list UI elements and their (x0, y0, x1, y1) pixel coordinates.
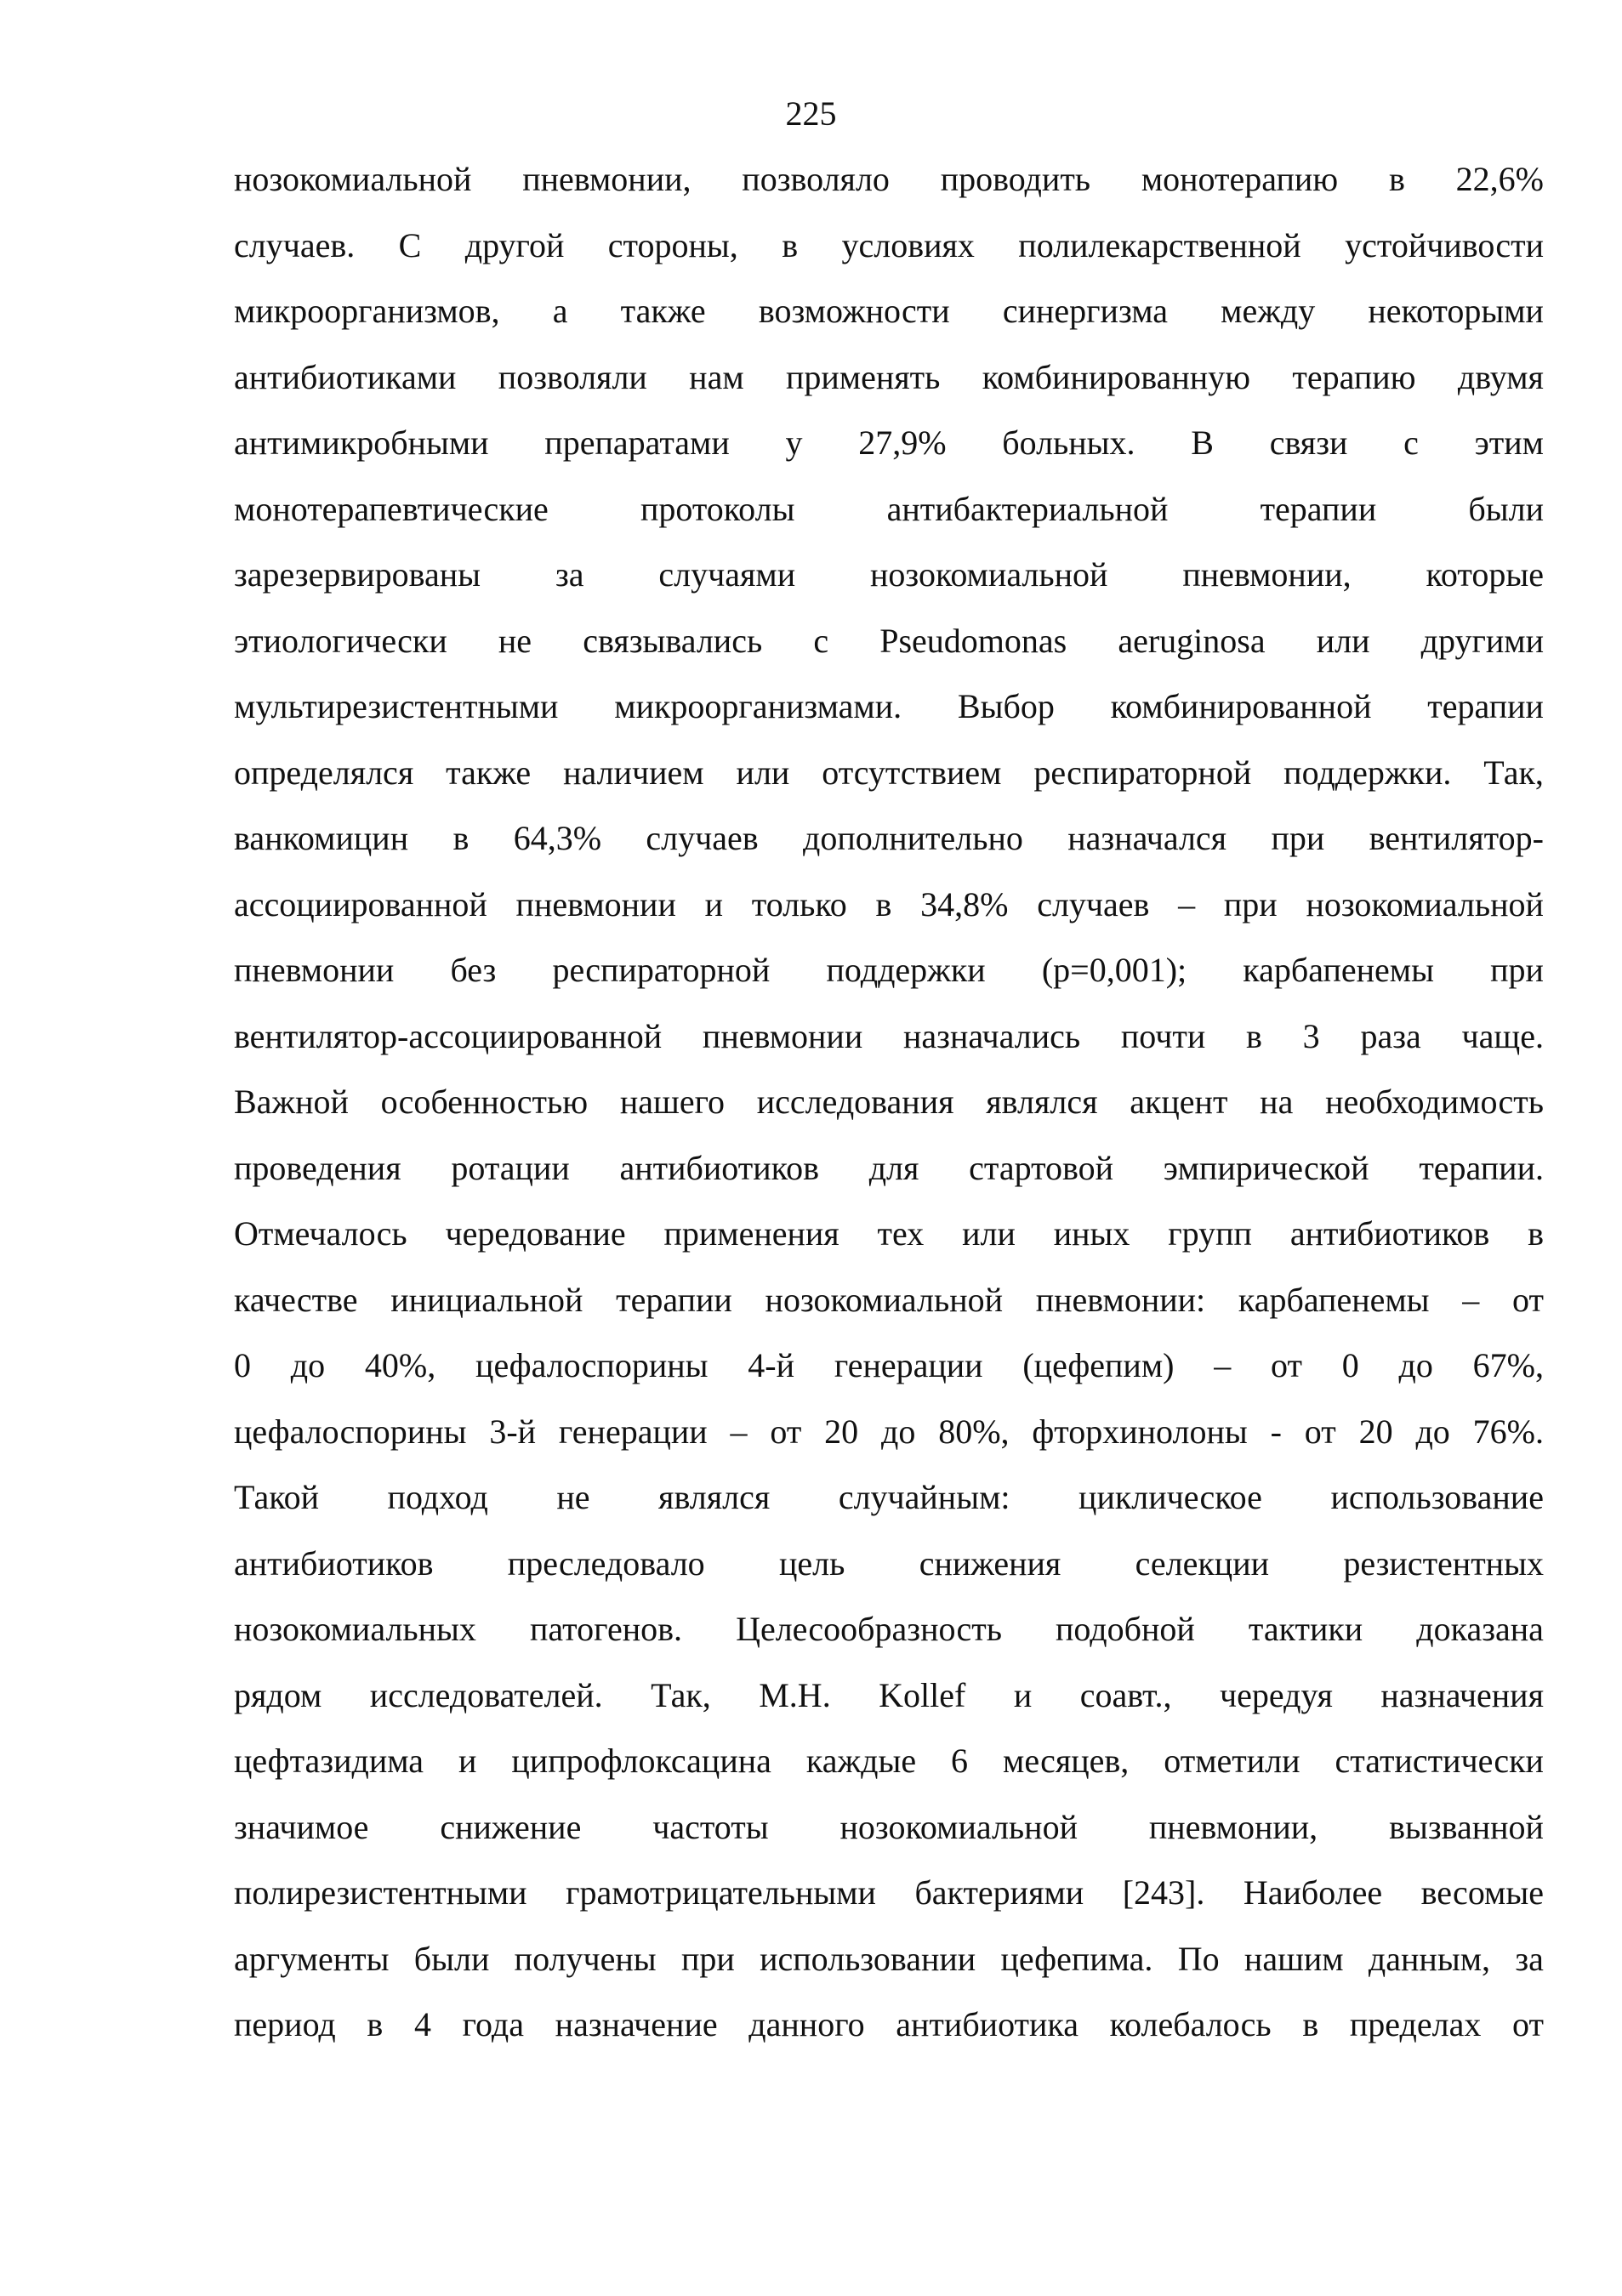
text-line: ванкомицин в 64,3% случаев дополнительно назначался при вентилятор- (234, 819, 1544, 857)
text-line: нозокомиальной пневмонии, позволяло проводить монотерапию в 22,6% (234, 160, 1544, 198)
text-line: этиологически не связывались с Pseudomonas aeruginosa или другими (234, 621, 1544, 660)
text-line: аргументы были получены при использовании цефепима. По нашим данным, за (234, 1939, 1544, 1978)
text-line: 0 до 40%, цефалоспорины 4-й генерации (цефепим) – от 0 до 67%, (234, 1346, 1544, 1384)
text-line: нозокомиальных патогенов. Целесообразность подобной тактики доказана (234, 1610, 1544, 1648)
text-line: ассоциированной пневмонии и только в 34,8% случаев – при нозокомиальной (234, 884, 1544, 924)
text-line: антимикробными препаратами у 27,9% больных. В связи с этим (234, 423, 1544, 462)
text-line: цефтазидима и ципрофлоксацина каждые 6 месяцев, отметили статистически (234, 1742, 1544, 1780)
page-number: 225 (785, 94, 837, 133)
text-line: зарезервированы за случаями нозокомиальной пневмонии, которые (234, 555, 1544, 594)
text-line: вентилятор-ассоциированной пневмонии назначались почти в 3 раза чаще. (234, 1016, 1544, 1055)
text-line: мультирезистентными микроорганизмами. Выбор комбинированной терапии (234, 687, 1544, 725)
text-line: монотерапевтические протоколы антибактериальной терапии были (234, 489, 1544, 528)
text-line: случаев. С другой стороны, в условиях полилекарственной устойчивости (234, 225, 1544, 264)
text-line: качестве инициальной терапии нозокомиальной пневмонии: карбапенемы – от (234, 1280, 1544, 1319)
text-line: антибиотиками позволяли нам применять комбинированную терапию двумя (234, 357, 1544, 396)
body-text (234, 146, 1544, 2058)
text-line: антибиотиков преследовало цель снижения селекции резистентных (234, 1543, 1544, 1583)
text-line: рядом исследователей. Так, М.Н. Kollef и соавт., чередуя назначения (234, 1675, 1544, 1714)
text-line: микроорганизмов, а также возможности синергизма между некоторыми (234, 292, 1544, 330)
text-line: проведения ротации антибиотиков для стартовой эмпирической терапии. (234, 1148, 1544, 1187)
text-line: Такой подход не являлся случайным: циклическое использование (234, 1478, 1544, 1516)
text-line: пневмонии без респираторной поддержки (р=0,001); карбапенемы при (234, 951, 1544, 989)
text-line: определялся также наличием или отсутствием респираторной поддержки. Так, (234, 753, 1544, 792)
text-line: значимое снижение частоты нозокомиальной пневмонии, вызванной (234, 1807, 1544, 1846)
text-line: полирезистентными грамотрицательными бактериями [243]. Наиболее весомые (234, 1873, 1544, 1912)
text-line: цефалоспорины 3-й генерации – от 20 до 80%, фторхинолоны - от 20 до 76%. (234, 1412, 1544, 1451)
text-line: Важной особенностью нашего исследования являлся акцент на необходимость (234, 1083, 1544, 1121)
text-line: Отмечалось чередование применения тех или иных групп антибиотиков в (234, 1214, 1544, 1253)
text-line: период в 4 года назначение данного антибиотика колебалось в пределах от (234, 2005, 1544, 2043)
